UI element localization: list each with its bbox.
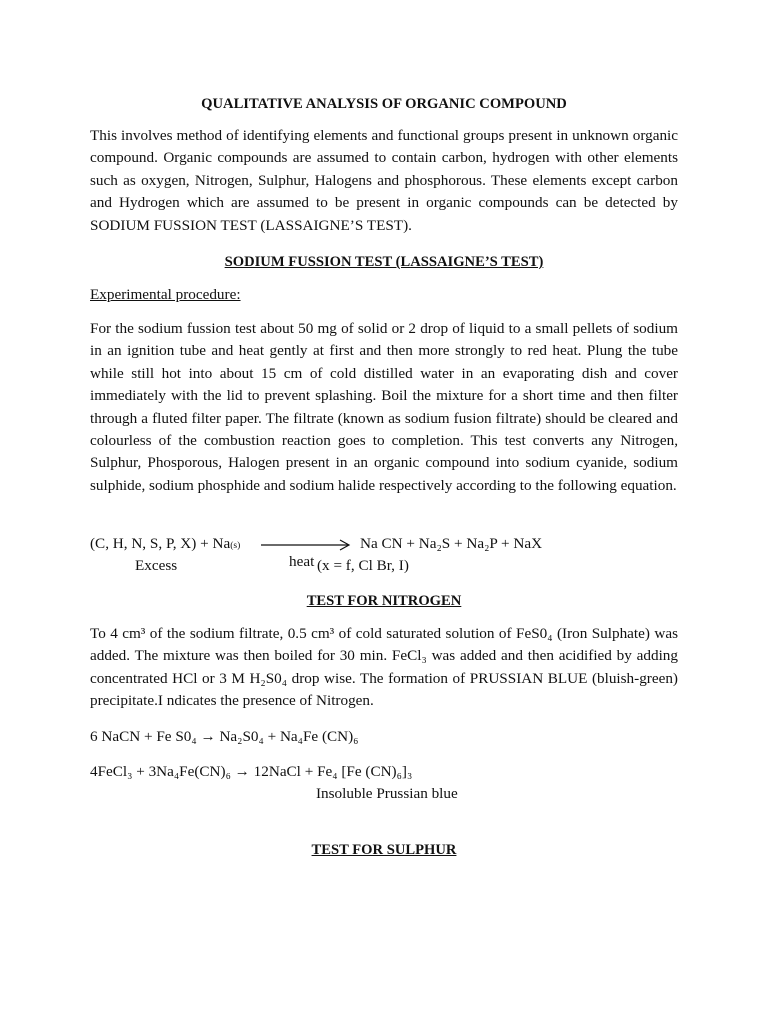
nitrogen-heading: TEST FOR NITROGEN — [306, 593, 462, 609]
intro-paragraph: This involves method of identifying elements and functional groups present in unknown organic compound. Organic compounds are assumed to contain carbon, hydrogen with other elements such as oxygen, Nitrogen, Sulphur, Halogens and phosphorous. These elements except carbon and Hydrogen which are assumed to be present in organic compounds can be detected by SODIUM FUSSION TEST (LASSAIGNE’S TEST). — [90, 127, 678, 234]
equation1-products: Na CN + Na₂S + Na₂P + NaX — [360, 535, 543, 552]
equation1-heat-label: heat — [289, 553, 315, 570]
nitrogen-paragraph: To 4 cm³ of the sodium filtrate, 0.5 cm³ of cold saturated solution of FeS0₄ (Iron Sulphate) was added. The mixture was then boiled for 30 min. FeCl₃ was added and then acidified by adding concentrated HCl or 3 M H₂S0₄ drop wise. The formation of PRUSSIAN BLUE (bluish-green) precipitate.I ndicates the presence of Nitrogen. — [90, 625, 678, 710]
equation2: 6 NaCN + Fe S0₄ → Na₂S0₄ + Na₄Fe (CN)₆ — [90, 728, 359, 745]
equation1-reactants: (C, H, N, S, P, X) + Na(s) — [90, 535, 241, 552]
sodium-fusion-heading: SODIUM FUSSION TEST (LASSAIGNE’S TEST) — [224, 254, 544, 270]
equation1-halogen-note: (x = f, Cl Br, I) — [317, 557, 409, 574]
equation3: 4FeCl₃ + 3Na₄Fe(CN)₆ → 12NaCl + Fe₄ [Fe (CN)₆]₃ — [90, 763, 413, 780]
procedure-paragraph: For the sodium fussion test about 50 mg of solid or 2 drop of liquid to a small pellets of sodium in an ignition tube and heat gently at first and then more strongly to red heat. Plung the tube while still hot into about 15 cm of cold distilled water in an evaporating dish and cover immediately with the lid to prevent splashing. Boil the mixture for a short time and then filter through a fluted filter paper. The filtrate (known as sodium fusion filtrate) should be cleared and colourless of the combustion reaction goes to completion. This test converts any Nitrogen, Sulphur, Phosporous, Halogen present in an organic compound into sodium cyanide, sodium sulphide, sodium phosphide and sodium halide respectively according to the following equation. — [90, 320, 678, 494]
sulphur-heading: TEST FOR SULPHUR — [311, 842, 457, 858]
page-title: QUALITATIVE ANALYSIS OF ORGANIC COMPOUND — [201, 96, 567, 112]
procedure-label: Experimental procedure: — [90, 286, 241, 303]
equation1-excess-label: Excess — [135, 557, 178, 574]
equation3-label: Insoluble Prussian blue — [316, 785, 458, 802]
reaction-arrow — [260, 538, 352, 552]
